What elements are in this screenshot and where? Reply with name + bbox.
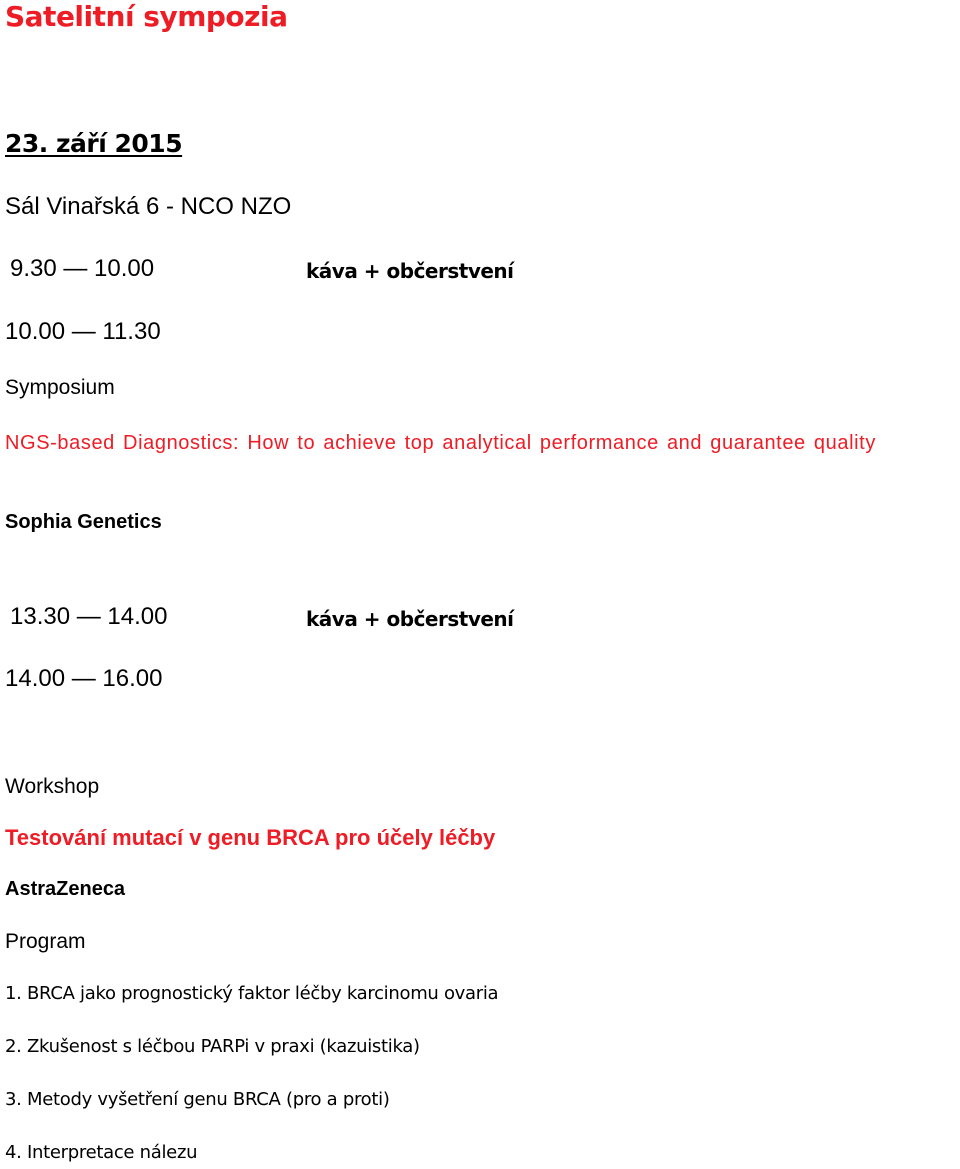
symposium-sponsor: Sophia Genetics — [5, 511, 162, 533]
program-item: 4. Interpretace nálezu — [5, 1142, 198, 1163]
symposium-title: NGS-based Diagnostics: How to achieve top analytical performance and guarantee quality — [5, 432, 876, 454]
program-item: 1. BRCA jako prognostický faktor léčby karcinomu ovaria — [5, 983, 499, 1004]
event-date: 23. září 2015 — [5, 129, 183, 158]
page-title: Satelitní sympozia — [5, 0, 288, 33]
schedule-activity: káva + občerstvení — [306, 259, 514, 283]
event-venue: Sál Vinařská 6 - NCO NZO — [5, 193, 292, 220]
schedule-time: 10.00 — 11.30 — [5, 318, 161, 345]
program-item: 3. Metody vyšetření genu BRCA (pro a proti) — [5, 1089, 390, 1110]
workshop-sponsor: AstraZeneca — [5, 878, 126, 900]
session-type-label: Workshop — [5, 775, 100, 798]
program-item: 2. Zkušenost s léčbou PARPi v praxi (kazuistika) — [5, 1036, 420, 1057]
workshop-title: Testování mutací v genu BRCA pro účely léčby — [5, 825, 496, 850]
schedule-time: 9.30 — 10.00 — [10, 255, 155, 282]
program-label: Program — [5, 930, 86, 953]
session-type-label: Symposium — [5, 376, 115, 399]
schedule-time: 14.00 — 16.00 — [5, 665, 163, 692]
schedule-activity: káva + občerstvení — [306, 607, 514, 631]
schedule-time: 13.30 — 14.00 — [10, 603, 168, 630]
